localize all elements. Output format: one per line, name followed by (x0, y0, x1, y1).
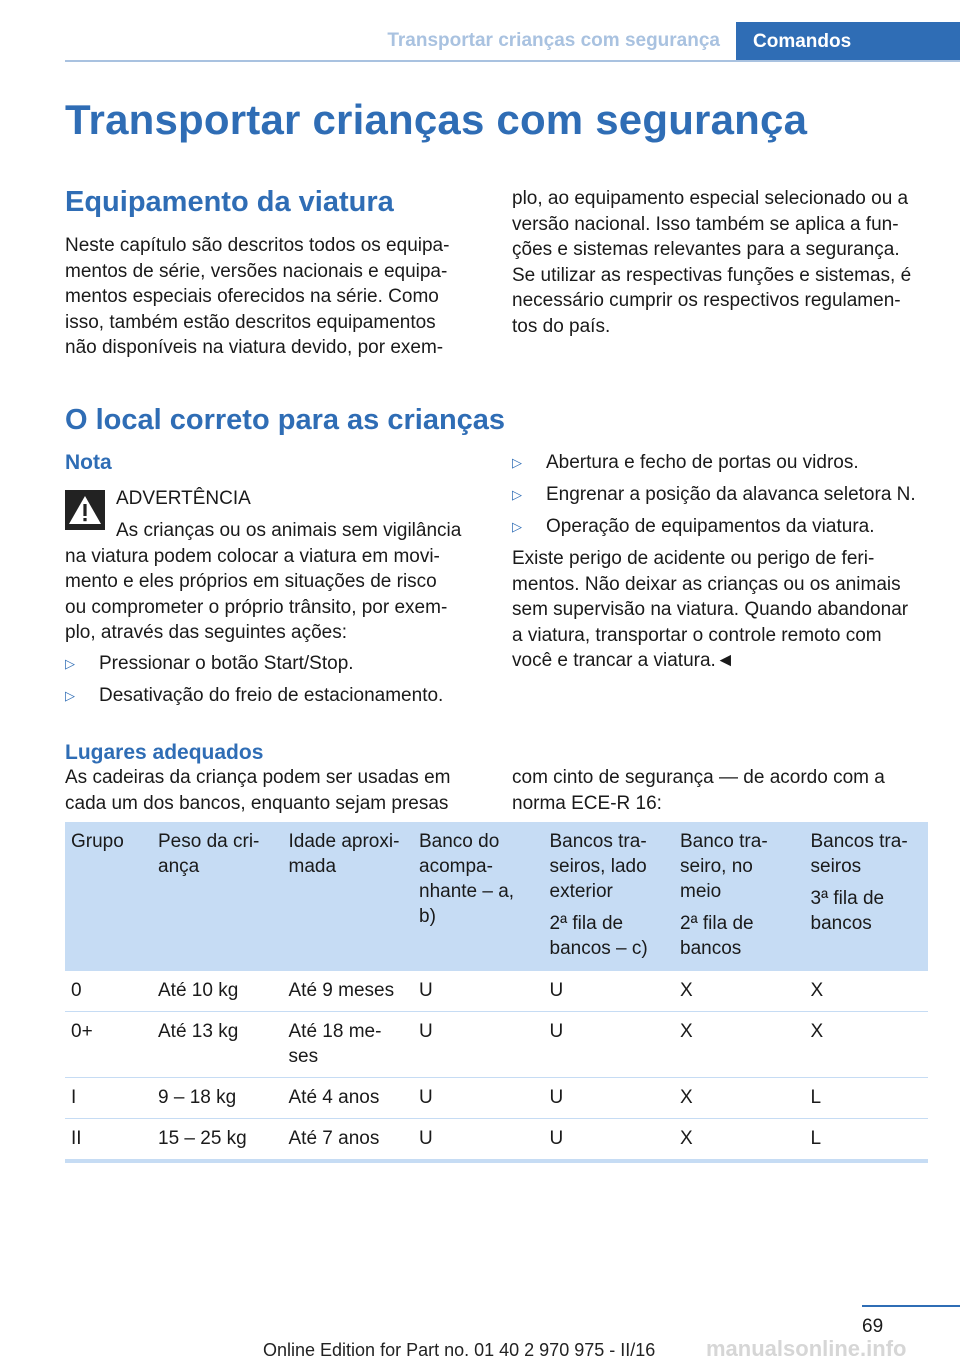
header-rule (65, 60, 960, 62)
page-title: Transportar crianças com segurança (65, 96, 808, 143)
chapter-tab: Comandos (736, 22, 960, 62)
table-row: I 9 – 18 kg Até 4 anos U U X L (65, 1078, 928, 1119)
vehicle-equipment-text-right: plo, ao equipamento especial selecionado ou a versão nacional. Isso também se aplica a fun- ções e sistemas relevantes para a segurança. Se utilizar as respectivas funções e sistemas, é necessário cumprir os respectivos regulamen- tos do país. (512, 188, 912, 337)
warning-title: ADVERTÊNCIA (116, 488, 251, 509)
table-header-cell: Banco do acompa- nhante – a, b) (419, 831, 515, 927)
page-number-rule (862, 1305, 960, 1307)
heading-correct-place: O local correto para as crianças (65, 404, 506, 436)
table-header-cell: Bancos tra- seiros 3ª fila de bancos (810, 831, 908, 934)
bullet-triangle-icon: ▷ (512, 455, 522, 470)
watermark: manualsonline.info (706, 1336, 907, 1361)
suitable-seats-text-right: com cinto de segurança — de acordo com a norma ECE-R 16: (512, 767, 885, 814)
table-row: II 15 – 25 kg Até 7 anos U U X L (65, 1119, 928, 1162)
table-row: 0 Até 10 kg Até 9 meses U U X X (65, 971, 928, 1012)
footer-edition: Online Edition for Part no. 01 40 2 970 975 - II/16 (263, 1340, 656, 1360)
note-heading: Nota (65, 451, 112, 474)
bullet-triangle-icon: ▷ (65, 688, 75, 703)
running-header-section: Transportar crianças com segurança (387, 30, 720, 51)
heading-suitable-seats: Lugares adequados (65, 741, 264, 764)
suitable-seats-text-left: As cadeiras da criança podem ser usadas em cada um dos bancos, enquanto sejam presas (65, 767, 451, 814)
seat-suitability-table (65, 822, 928, 1163)
table-header-cell: Idade aproxi- mada (288, 831, 400, 877)
bullet-triangle-icon: ▷ (65, 656, 75, 671)
table-header-cell: Grupo (71, 831, 124, 852)
table-header-cell: Bancos tra- seiros, lado exterior 2ª fila de bancos – c) (549, 831, 648, 959)
table-header-cell: Banco tra- seiro, no meio 2ª fila de bancos (680, 831, 768, 959)
danger-text: Existe perigo de acidente ou perigo de feri- mentos. Não deixar as crianças ou os animais sem supervisão na viatura. Quando abandonar a viatura, transportar o controle remoto com você e trancar a viatura.◄ (512, 548, 909, 671)
bullet-triangle-icon: ▷ (512, 487, 522, 502)
table-header-cell: Peso da cri- ança (158, 831, 260, 877)
table-header-row (65, 822, 928, 971)
table-row: 0+ Até 13 kg Até 18 me- ses U U X X (65, 1012, 928, 1078)
vehicle-equipment-text-left: Neste capítulo são descritos todos os equipa- mentos de série, versões nacionais e equipa- mentos especiais oferecidos na série. Como isso, também estão descritos equipamentos não disponíveis na viatura devido, por exem- (65, 235, 450, 358)
page-number: 69 (862, 1316, 884, 1337)
warning-text: As crianças ou os animais sem vigilância na viatura podem colocar a viatura em movi- mento e eles próprios em situações de risco ou comprometer o próprio trânsito, por exem- plo, através das seguintes ações: (65, 520, 462, 643)
heading-vehicle-equipment: Equipamento da viatura (65, 186, 394, 218)
bullet-triangle-icon: ▷ (512, 519, 522, 534)
